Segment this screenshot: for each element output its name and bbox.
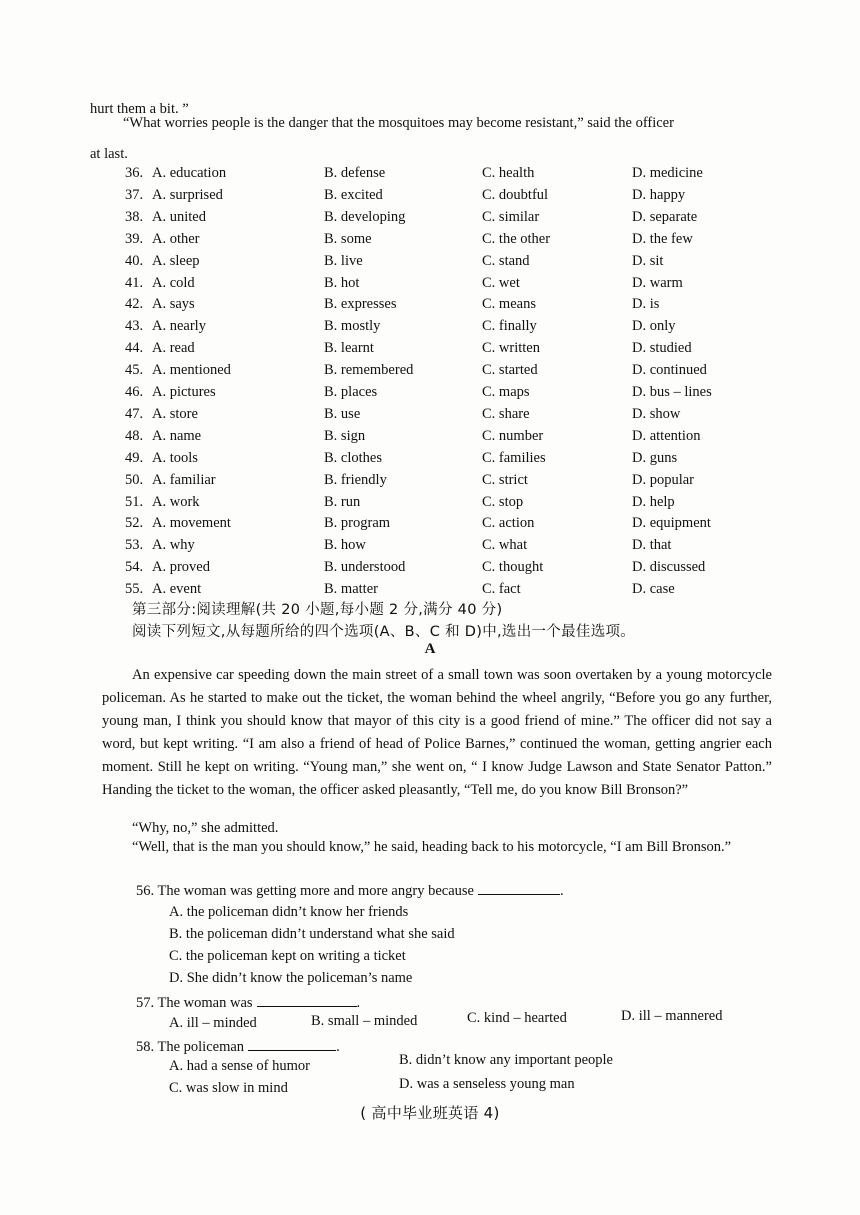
cloze-row [0, 209, 860, 231]
cloze-option-c: C. stop [482, 493, 524, 510]
cloze-option-a: A. education [152, 165, 227, 181]
cloze-question-number: 48. [125, 427, 144, 444]
cloze-row [0, 472, 860, 494]
cloze-row [0, 340, 860, 362]
cloze-option-d: D. attention [632, 427, 701, 444]
cloze-option-c: C. number [482, 427, 544, 444]
cloze-row [0, 450, 860, 472]
cloze-option-d: D. bus – lines [632, 384, 712, 400]
cloze-option-b: B. understood [324, 559, 406, 576]
cloze-option-d: D. help [632, 493, 675, 510]
cloze-option-d: D. sit [632, 252, 664, 269]
cloze-option-d: D. separate [632, 208, 698, 225]
cloze-option-b: B. expresses [324, 296, 397, 313]
question-57-option-c: C. kind – hearted [467, 1010, 567, 1026]
cloze-question-number: 40. [125, 252, 144, 269]
cloze-question-number: 38. [125, 208, 144, 225]
cloze-option-d: D. continued [632, 362, 707, 379]
cloze-option-d: D. happy [632, 186, 686, 203]
cloze-row [0, 253, 860, 275]
passage-paragraph-3: “Well, that is the man you should know,” he said, heading back to his motorcycle, “I am Bill Bronson.” [132, 839, 732, 855]
cloze-option-c: C. thought [482, 559, 544, 576]
question-58-option-d: D. was a senseless young man [399, 1076, 575, 1092]
cloze-option-a: A. event [152, 581, 202, 598]
passage-paragraph-1: An expensive car speeding down the main street of a small town was soon overtaken by a young motorcycle policeman. As he started to make out the ticket, the woman behind the wheel angrily, “Before you go any further, young man, I think you should know that mayor of this city is a good friend of mine.” The officer did not say a word, but kept writing. “I am also a friend of head of Police Barnes,” continued the woman, getting angrier each moment. Still he kept on writing. “Young man,” she went on, “ I know Judge Lawson and State Senator Patton.” Handing the ticket to the woman, the officer asked pleasantly, “Tell me, do you know Bill Bronson?” [102, 667, 772, 798]
cloze-option-c: C. the other [482, 230, 551, 247]
page-footer: ( 高中毕业班英语 4) [360, 1104, 500, 1122]
cloze-option-b: B. friendly [324, 471, 387, 488]
cloze-question-number: 45. [125, 362, 144, 379]
question-56-option-b: B. the policeman didn’t understand what she said [169, 926, 455, 942]
question-58-option-a: A. had a sense of humor [169, 1058, 310, 1074]
cloze-option-a: A. pictures [152, 384, 216, 400]
cloze-option-b: B. excited [324, 186, 383, 203]
cloze-option-a: A. name [152, 427, 202, 444]
cloze-option-a: A. movement [152, 515, 231, 532]
question-57-option-d: D. ill – mannered [621, 1008, 723, 1024]
intro-line-1: hurt them a bit. ” [90, 101, 189, 117]
question-57-stem-text: 57. The woman was [136, 995, 253, 1011]
cloze-option-c: C. started [482, 362, 538, 379]
cloze-option-a: A. proved [152, 559, 210, 576]
cloze-option-a: A. sleep [152, 252, 200, 269]
cloze-option-d: D. case [632, 581, 675, 598]
cloze-option-b: B. remembered [324, 362, 414, 379]
cloze-option-d: D. warm [632, 274, 683, 291]
section-label: A [424, 641, 436, 657]
cloze-option-b: B. run [324, 493, 361, 510]
cloze-question-number: 42. [125, 296, 144, 313]
cloze-option-c: C. wet [482, 274, 520, 291]
cloze-question-number: 53. [125, 537, 144, 554]
cloze-option-b: B. developing [324, 208, 406, 225]
cloze-option-c: C. stand [482, 252, 530, 269]
cloze-option-c: C. written [482, 340, 540, 357]
cloze-question-number: 47. [125, 405, 144, 422]
cloze-option-b: B. places [324, 384, 378, 400]
question-57-stem: 57. The woman was . [136, 995, 361, 1011]
cloze-row [0, 318, 860, 340]
cloze-option-b: B. learnt [324, 340, 374, 357]
cloze-option-a: A. familiar [152, 471, 216, 488]
answer-blank [257, 994, 357, 1007]
cloze-row [0, 275, 860, 297]
cloze-question-number: 55. [125, 581, 144, 598]
cloze-option-a: A. tools [152, 449, 198, 466]
cloze-option-b: B. how [324, 537, 366, 554]
cloze-question-number: 49. [125, 449, 144, 466]
cloze-row [0, 428, 860, 450]
cloze-question-number: 37. [125, 186, 144, 203]
cloze-option-c: C. finally [482, 318, 537, 335]
answer-blank [248, 1038, 336, 1051]
intro-line-3: at last. [90, 146, 128, 162]
cloze-question-number: 41. [125, 274, 144, 291]
question-56-stem: 56. The woman was getting more and more angry because . [136, 883, 564, 899]
cloze-option-c: C. similar [482, 208, 540, 225]
cloze-option-b: B. sign [324, 427, 366, 444]
cloze-option-c: C. what [482, 537, 528, 554]
cloze-option-d: D. is [632, 296, 660, 313]
cloze-row [0, 406, 860, 428]
question-56-option-a: A. the policeman didn’t know her friends [169, 904, 409, 920]
cloze-option-c: C. action [482, 515, 535, 532]
cloze-option-b: B. hot [324, 274, 360, 291]
cloze-option-d: D. equipment [632, 515, 711, 532]
cloze-option-a: A. mentioned [152, 362, 231, 379]
cloze-option-b: B. mostly [324, 318, 381, 335]
cloze-option-c: C. means [482, 296, 536, 313]
cloze-option-a: A. surprised [152, 186, 223, 203]
cloze-option-d: D. the few [632, 230, 693, 247]
cloze-option-c: C. families [482, 449, 546, 466]
cloze-option-a: A. says [152, 296, 195, 313]
cloze-option-b: B. some [324, 230, 372, 247]
cloze-question-number: 52. [125, 515, 144, 532]
cloze-option-a: A. cold [152, 274, 195, 291]
cloze-option-b: B. defense [324, 165, 386, 181]
cloze-row [0, 362, 860, 384]
part3-title: 第三部分:阅读理解(共 20 小题,每小题 2 分,满分 40 分) [132, 602, 503, 618]
cloze-option-a: A. read [152, 340, 195, 357]
question-57-option-b: B. small – minded [311, 1013, 418, 1029]
cloze-question-number: 36. [125, 165, 144, 181]
cloze-option-d: D. guns [632, 449, 678, 466]
cloze-question-number: 46. [125, 384, 144, 400]
cloze-option-c: C. share [482, 405, 530, 422]
cloze-question-number: 44. [125, 340, 144, 357]
cloze-option-b: B. clothes [324, 449, 382, 466]
cloze-option-a: A. other [152, 230, 200, 247]
intro-line-2: “What worries people is the danger that the mosquitoes may become resistant,” said the officer [123, 115, 674, 131]
question-58-stem-text: 58. The policeman [136, 1039, 245, 1055]
cloze-question-number: 43. [125, 318, 144, 335]
cloze-row [0, 537, 860, 559]
cloze-row [0, 559, 860, 581]
question-58-option-b: B. didn’t know any important people [399, 1052, 613, 1068]
cloze-option-b: B. use [324, 405, 361, 422]
passage-paragraph-2: “Why, no,” she admitted. [132, 820, 279, 836]
cloze-option-d: D. medicine [632, 165, 703, 181]
cloze-row [0, 384, 860, 406]
question-58-option-c: C. was slow in mind [169, 1080, 288, 1096]
cloze-option-d: D. only [632, 318, 676, 335]
cloze-option-c: C. maps [482, 384, 530, 400]
cloze-row [0, 165, 860, 187]
cloze-option-d: D. discussed [632, 559, 706, 576]
question-56-stem-text: 56. The woman was getting more and more angry because [136, 883, 474, 899]
cloze-option-a: A. united [152, 208, 206, 225]
cloze-option-b: B. live [324, 252, 363, 269]
cloze-option-d: D. popular [632, 471, 695, 488]
cloze-question-number: 39. [125, 230, 144, 247]
cloze-question-number: 50. [125, 471, 144, 488]
answer-blank [478, 882, 560, 895]
cloze-option-c: C. fact [482, 581, 521, 598]
cloze-option-c: C. strict [482, 471, 528, 488]
cloze-row [0, 515, 860, 537]
cloze-option-c: C. health [482, 165, 535, 181]
cloze-option-a: A. work [152, 493, 200, 510]
cloze-row [0, 187, 860, 209]
cloze-option-d: D. studied [632, 340, 692, 357]
cloze-question-number: 54. [125, 559, 144, 576]
question-56-option-d: D. She didn’t know the policeman’s name [169, 970, 413, 986]
cloze-option-d: D. that [632, 537, 672, 554]
cloze-option-b: B. program [324, 515, 391, 532]
cloze-option-d: D. show [632, 405, 681, 422]
question-57-option-a: A. ill – minded [169, 1015, 257, 1031]
cloze-row [0, 296, 860, 318]
cloze-question-number: 51. [125, 493, 144, 510]
cloze-option-b: B. matter [324, 581, 378, 598]
cloze-option-a: A. why [152, 537, 195, 554]
question-58-stem: 58. The policeman . [136, 1039, 340, 1055]
question-56-option-c: C. the policeman kept on writing a ticket [169, 948, 406, 964]
cloze-row [0, 231, 860, 253]
cloze-row [0, 494, 860, 516]
cloze-option-a: A. store [152, 405, 198, 422]
cloze-option-c: C. doubtful [482, 186, 549, 203]
cloze-option-a: A. nearly [152, 318, 206, 335]
part3-instruction: 阅读下列短文,从每题所给的四个选项(A、B、C 和 D)中,选出一个最佳选项。 [132, 624, 636, 640]
